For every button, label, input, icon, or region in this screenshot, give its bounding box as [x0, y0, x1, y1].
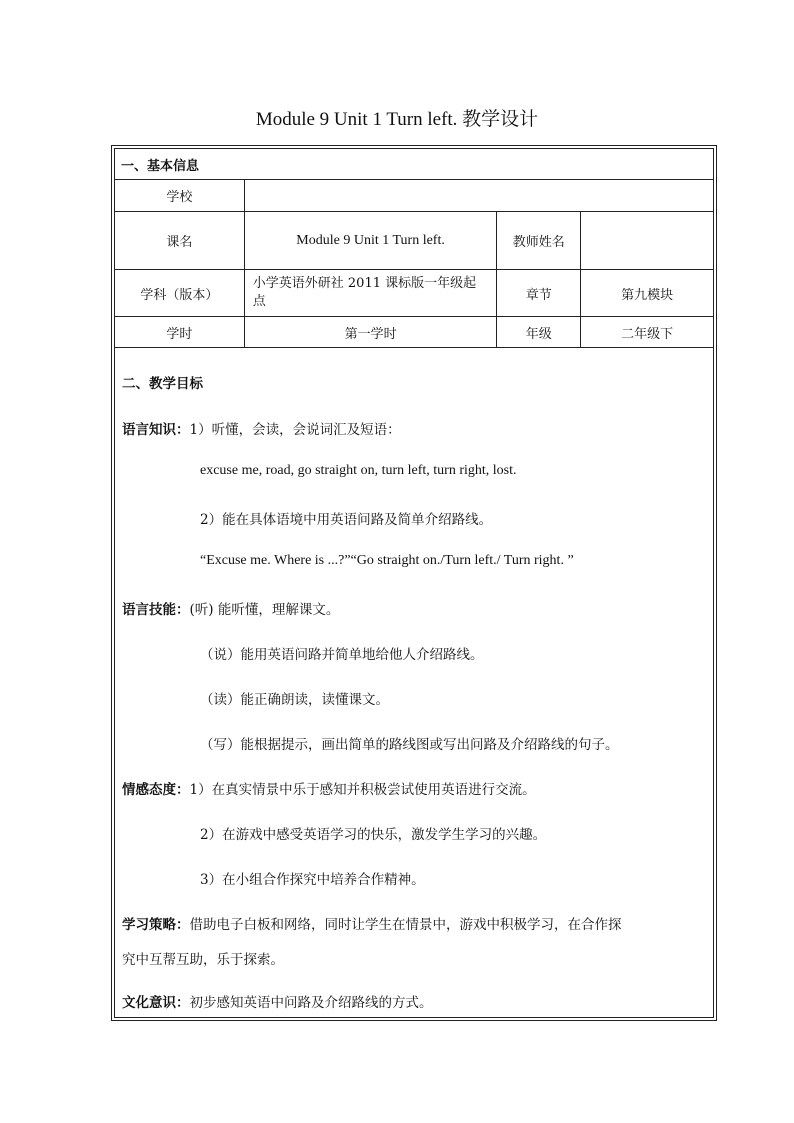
skills-line-1 [122, 598, 339, 618]
teacher-value [581, 212, 714, 270]
course-value: Module 9 Unit 1 Turn left. [244, 212, 497, 270]
teacher-label: 教师姓名 [497, 212, 581, 270]
chapter-value: 第九模块 [581, 270, 714, 317]
knowledge-item-2: 2）能在具体语境中用英语问路及简单介绍路线。 [200, 512, 493, 528]
school-label: 学校 [115, 180, 245, 212]
culture-text: 初步感知英语中问路及介绍路线的方式。 [189, 995, 433, 1011]
skills-label: 语言技能： [122, 602, 190, 618]
culture-label: 文化意识： [122, 995, 190, 1011]
strategy-label: 学习策略： [122, 917, 190, 933]
attitude-line-1 [122, 778, 536, 798]
section-basic-info: 一、基本信息 [115, 149, 714, 180]
period-label: 学时 [115, 317, 245, 348]
basic-info-table [114, 148, 714, 348]
attitude-item-1: 1）在真实情景中乐于感知并积极尝试使用英语进行交流。 [189, 782, 536, 798]
course-label: 课名 [115, 212, 245, 270]
section-goals: 二、教学目标 [122, 376, 203, 392]
skills-item-4: （写）能根据提示，画出简单的路线图或写出问路及介绍路线的句子。 [200, 737, 619, 753]
knowledge-line-1 [122, 418, 401, 438]
attitude-item-3: 3）在小组合作探究中培养合作精神。 [200, 872, 425, 888]
teaching-goals [114, 348, 714, 1018]
knowledge-label: 语言知识： [122, 422, 190, 438]
culture-line [122, 991, 433, 1011]
grade-label: 年级 [497, 317, 581, 348]
chapter-label: 章节 [497, 270, 581, 317]
school-value [244, 180, 713, 212]
strategy-text-2: 究中互帮互助，乐于探索。 [122, 952, 284, 968]
strategy-line-1 [122, 913, 622, 933]
period-value: 第一学时 [244, 317, 497, 348]
subject-value: 小学英语外研社 2011 课标版一年级起点 [244, 270, 497, 317]
attitude-item-2: 2）在游戏中感受英语学习的快乐，激发学生学习的兴趣。 [200, 827, 547, 843]
page-title: Module 9 Unit 1 Turn left. 教学设计 [255, 109, 539, 130]
skills-item-3: （读）能正确朗读，读懂课文。 [200, 692, 389, 708]
skills-item-1: (听) 能听懂，理解课文。 [189, 602, 340, 618]
grade-value: 二年级下 [581, 317, 714, 348]
attitude-label: 情感态度： [122, 782, 190, 798]
knowledge-words: excuse me, road, go straight on, turn left, turn right, lost. [200, 463, 517, 478]
strategy-text-1: 借助电子白板和网络，同时让学生在情景中，游戏中积极学习，在合作探 [189, 917, 622, 933]
knowledge-item-1: 1）听懂，会读，会说词汇及短语： [189, 422, 401, 438]
knowledge-sentence: “Excuse me. Where is ...?”“Go straight on./Turn left./ Turn right. ” [200, 553, 574, 568]
skills-item-2: （说）能用英语问路并简单地给他人介绍路线。 [200, 647, 484, 663]
subject-label: 学科（版本） [115, 270, 245, 317]
